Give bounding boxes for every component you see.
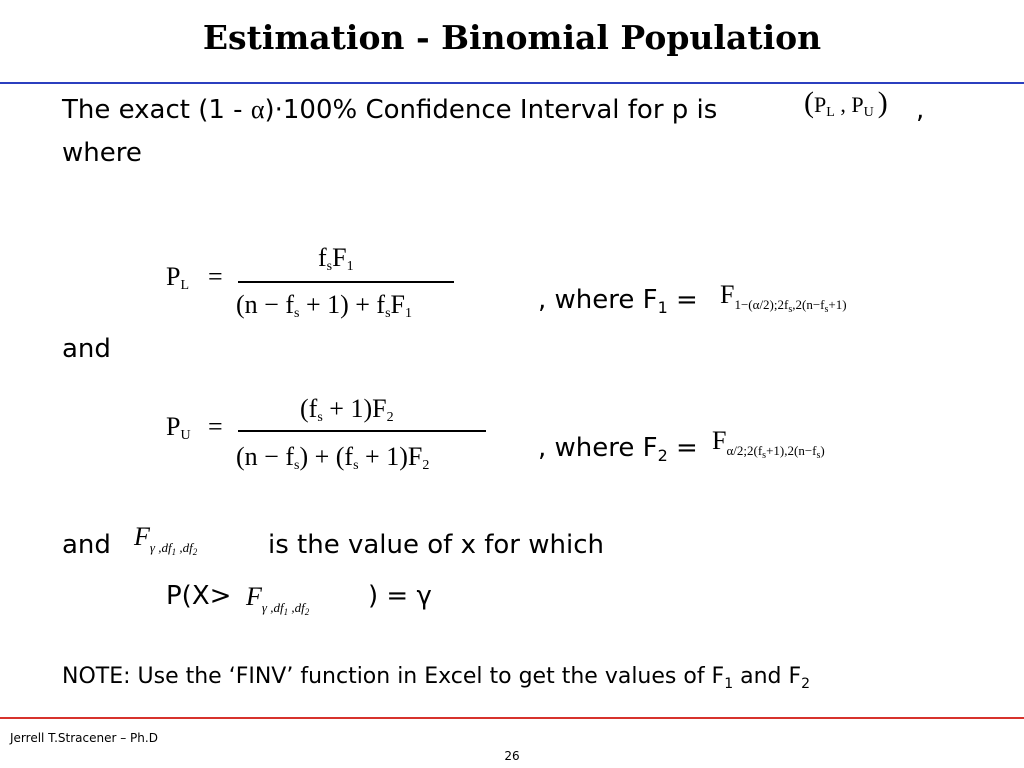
interval-expression xyxy=(804,86,888,121)
pl-num-F: F xyxy=(332,243,347,272)
pu-den-2: 2 xyxy=(422,458,430,473)
f2-end: ) xyxy=(820,443,825,458)
prob-prefix: P(X> xyxy=(166,581,232,611)
fgamma-1: 1 xyxy=(171,547,177,557)
interval-u-sub: U xyxy=(863,105,874,120)
f1-s: s xyxy=(788,304,793,315)
slide-title: Estimation - Binomial Population xyxy=(202,18,822,57)
where-f1-label xyxy=(538,284,698,324)
f1-F: F xyxy=(720,280,735,309)
pl-num-s: s xyxy=(326,259,333,274)
where-f1-eq: = xyxy=(667,285,698,315)
and-label-1: and xyxy=(62,334,111,364)
pu-numerator xyxy=(300,394,394,426)
intro-text-a: The exact (1 - xyxy=(62,95,251,125)
prob-fgamma-2: 2 xyxy=(304,607,310,617)
f2-sub: α/2;2(f xyxy=(726,443,763,458)
note-and: and F xyxy=(733,664,802,689)
pu-equals: = xyxy=(208,412,223,441)
is-value-text: is the value of x for which xyxy=(268,530,604,560)
intro-trailing-comma: , xyxy=(916,95,925,125)
excel-note xyxy=(62,664,810,692)
pu-den-s2: s xyxy=(353,458,359,473)
f2-s2: s xyxy=(816,450,821,461)
interval-lparen: ( xyxy=(804,86,814,119)
pu-denominator xyxy=(236,442,429,474)
fgamma-F: F xyxy=(134,522,150,551)
title-divider xyxy=(0,82,1024,84)
intro-text-b: )·100% Confidence Interval for p is xyxy=(264,95,718,125)
where-f1-sub: 1 xyxy=(657,298,668,317)
note-sub-1: 1 xyxy=(724,676,734,692)
pu-p: P xyxy=(166,412,181,441)
pl-equals: = xyxy=(208,262,223,291)
pl-den-s2: s xyxy=(385,306,391,321)
where-f2-sub: 2 xyxy=(657,446,668,465)
pu-num-2: 2 xyxy=(386,410,394,425)
where-f1-prefix: , where F xyxy=(538,285,658,315)
prob-f-gamma-expression xyxy=(246,582,309,617)
pu-num-b: + 1)F xyxy=(322,394,387,423)
interval-rparen: ) xyxy=(877,86,888,119)
footer-divider xyxy=(0,717,1024,719)
note-sub-2: 2 xyxy=(801,676,811,692)
pu-num-a: (f xyxy=(300,394,318,423)
note-text-a: NOTE: Use the ‘FINV’ function in Excel to get the values of F xyxy=(62,664,725,689)
interval-l-sub: L xyxy=(826,105,835,120)
interval-p-lower: P xyxy=(814,92,827,117)
pl-num-1: 1 xyxy=(346,259,354,274)
f1-expression xyxy=(720,280,847,315)
and-label-2: and xyxy=(62,530,111,560)
f2-expression xyxy=(712,426,825,461)
prob-suffix: ) = γ xyxy=(368,581,432,611)
f1-rest: ,2(n−f xyxy=(792,297,825,312)
footer-author: Jerrell T.Stracener – Ph.D xyxy=(10,731,158,745)
pl-sub: L xyxy=(180,278,190,293)
pl-lhs xyxy=(166,262,189,294)
interval-p-upper: P xyxy=(851,92,864,117)
prob-fgamma-F: F xyxy=(246,582,262,611)
fgamma-2: 2 xyxy=(192,547,198,557)
f1-sub: 1−(α/2);2f xyxy=(734,297,789,312)
fgamma-sub: γ ,df xyxy=(149,540,172,555)
pl-den-b: + 1) + f xyxy=(299,290,386,319)
prob-fgamma-mid: ,df xyxy=(288,600,305,615)
prob-fgamma-sub: γ ,df xyxy=(261,600,284,615)
pu-den-c: + 1)F xyxy=(358,442,423,471)
prob-fgamma-1: 1 xyxy=(283,607,289,617)
pl-den-s: s xyxy=(293,306,300,321)
pl-numerator xyxy=(318,243,354,275)
f2-F: F xyxy=(712,426,727,455)
pl-den-F: F xyxy=(390,290,406,319)
where-f2-prefix: , where F xyxy=(538,433,658,463)
f-gamma-expression xyxy=(134,522,197,557)
interval-comma: , xyxy=(834,92,852,117)
pl-fraction-bar xyxy=(238,281,454,283)
pu-den-b: ) + (f xyxy=(299,442,354,471)
f2-s: s xyxy=(762,450,767,461)
pu-num-s: s xyxy=(317,410,323,425)
f2-rest: +1),2(n−f xyxy=(766,443,817,458)
pl-num-f: f xyxy=(318,243,327,272)
pu-lhs xyxy=(166,412,191,444)
f1-end: +1) xyxy=(828,297,847,312)
pu-den-a: (n − f xyxy=(236,442,294,471)
pl-p: P xyxy=(166,262,181,291)
alpha-symbol: α xyxy=(250,95,265,124)
pl-den-a: (n − f xyxy=(236,290,294,319)
pl-den-1: 1 xyxy=(405,306,413,321)
pu-den-s: s xyxy=(293,458,300,473)
where-f2-eq: = xyxy=(667,433,698,463)
pl-denominator xyxy=(236,290,412,322)
intro-line-1 xyxy=(62,94,717,126)
fgamma-mid: ,df xyxy=(176,540,193,555)
page-number: 26 xyxy=(504,749,520,763)
pu-sub: U xyxy=(180,428,191,443)
where-f2-label xyxy=(538,432,698,472)
f1-s2: s xyxy=(824,304,829,315)
intro-line-2: where xyxy=(62,138,142,168)
pu-fraction-bar xyxy=(238,430,486,432)
